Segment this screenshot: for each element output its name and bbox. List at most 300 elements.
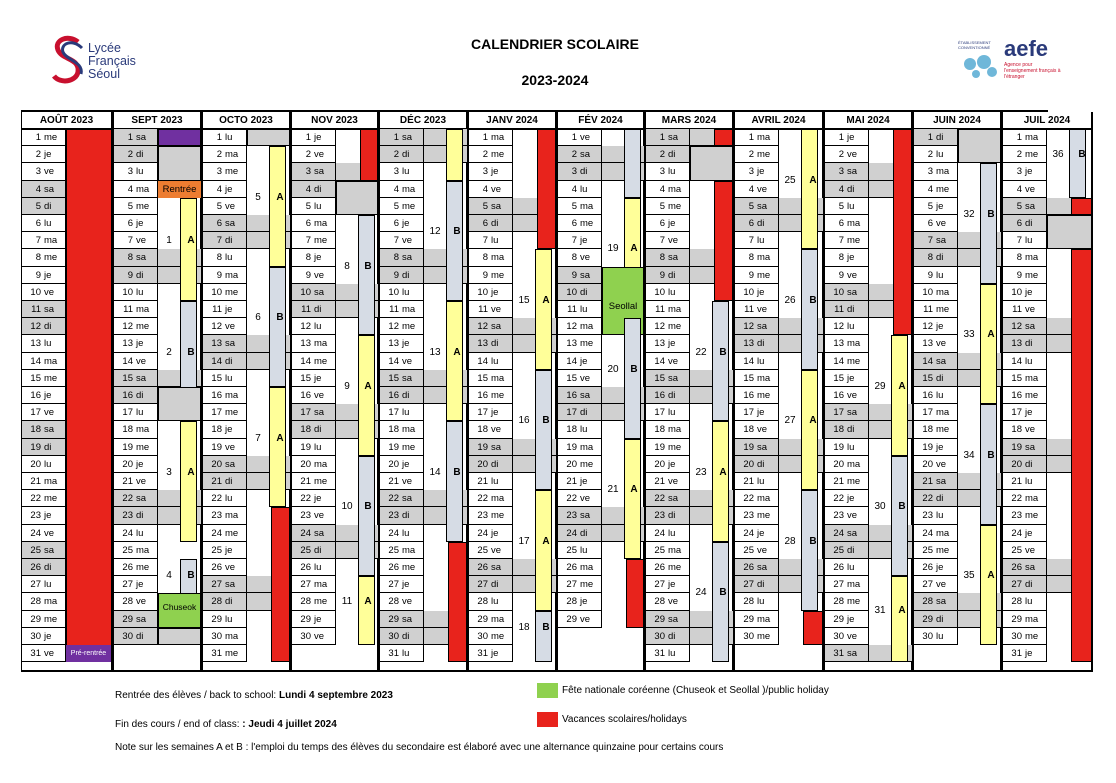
day-abbr: je: [757, 166, 765, 178]
day-row: [380, 525, 424, 542]
day-row: [558, 421, 602, 438]
day-number: 14: [654, 355, 665, 367]
day-abbr: je: [847, 132, 855, 143]
day-number: 3: [748, 166, 754, 178]
day-number: 21: [300, 476, 311, 487]
day-abbr: je: [757, 407, 765, 419]
day-number: 18: [300, 424, 311, 436]
day-abbr: di: [757, 338, 765, 350]
day-number: 11: [567, 304, 577, 315]
day-abbr: ve: [936, 218, 947, 229]
day-number: 28: [211, 596, 222, 608]
day-row: [380, 284, 424, 301]
day-abbr: ve: [225, 200, 236, 212]
day-number: 6: [659, 218, 665, 229]
day-abbr: sa: [491, 200, 502, 212]
day-number: 18: [743, 424, 754, 436]
day-abbr: ve: [580, 372, 591, 384]
day-number: 25: [922, 544, 933, 556]
day-number: 17: [654, 407, 665, 419]
week-number: 22: [695, 346, 707, 358]
day-row: [825, 542, 869, 559]
day-abbr: di: [668, 269, 676, 281]
day-abbr: di: [44, 200, 52, 212]
day-abbr: sa: [757, 200, 768, 212]
day-number: 9: [127, 269, 133, 281]
day-row: [914, 129, 958, 146]
day-number: 10: [833, 286, 844, 298]
day-row: [114, 507, 158, 524]
day-row: [646, 163, 690, 180]
day-abbr: ma: [847, 579, 861, 591]
day-row: [558, 353, 602, 370]
day-abbr: lu: [225, 372, 233, 384]
day-row: [1003, 249, 1047, 266]
day-row: [735, 129, 779, 146]
day-abbr: sa: [668, 493, 679, 505]
day-number: 11: [655, 304, 665, 315]
day-row: [292, 490, 336, 507]
day-abbr: sa: [847, 166, 858, 178]
day-row: [914, 559, 958, 576]
day-abbr: me: [44, 372, 58, 384]
day-number: 19: [300, 441, 311, 453]
day-abbr: ma: [936, 407, 950, 419]
day-number: 24: [122, 527, 133, 539]
day-number: 2: [659, 149, 665, 161]
day-number: 21: [654, 476, 665, 487]
day-number: 24: [1011, 527, 1022, 539]
day-number: 5: [127, 200, 133, 212]
day-abbr: lu: [668, 527, 676, 539]
day-abbr: me: [314, 596, 328, 608]
day-row: [203, 284, 247, 301]
day-number: 1: [127, 132, 133, 143]
day-row: [735, 507, 779, 524]
month-header: AVRIL 2024: [735, 112, 822, 130]
day-number: 29: [566, 613, 577, 625]
day-number: 10: [743, 286, 754, 298]
day-number: 26: [477, 562, 488, 573]
day-abbr: je: [757, 527, 765, 539]
day-row: [825, 404, 869, 421]
day-row: [735, 404, 779, 421]
day-row: [380, 645, 424, 662]
day-number: 1: [927, 132, 933, 143]
day-row: [735, 318, 779, 335]
day-abbr: di: [491, 338, 499, 350]
day-number: 10: [388, 286, 399, 298]
day-number: 5: [393, 200, 399, 212]
day-abbr: me: [936, 424, 950, 436]
day-number: 17: [1011, 407, 1022, 419]
day-number: 10: [654, 286, 665, 298]
day-number: 2: [1016, 149, 1022, 161]
day-abbr: ve: [314, 390, 325, 401]
day-row: [203, 593, 247, 610]
week-ab: A: [187, 234, 195, 246]
day-abbr: sa: [314, 527, 325, 539]
day-abbr: ve: [847, 390, 858, 401]
day-number: 7: [571, 235, 577, 247]
day-abbr: je: [668, 579, 676, 591]
day-row: [825, 215, 869, 232]
day-abbr: lu: [225, 493, 233, 505]
lycee-s-logo-icon: [50, 34, 86, 86]
day-abbr: di: [402, 390, 410, 401]
day-row: [292, 542, 336, 559]
month-header: AOÛT 2023: [22, 112, 111, 130]
day-abbr: di: [936, 372, 944, 384]
day-abbr: me: [314, 355, 328, 367]
day-row: [646, 404, 690, 421]
day-number: 16: [211, 390, 222, 401]
day-number: 28: [1011, 596, 1022, 608]
day-number: 18: [477, 424, 488, 436]
day-number: 16: [477, 390, 488, 401]
day-row: [646, 370, 690, 387]
day-abbr: di: [314, 304, 322, 315]
day-number: 26: [833, 562, 844, 573]
day-number: 23: [566, 510, 577, 522]
day-number: 18: [388, 424, 399, 436]
day-row: [914, 370, 958, 387]
period-block-blue: [446, 421, 463, 541]
day-number: 24: [211, 527, 222, 539]
day-abbr: di: [491, 579, 499, 591]
day-abbr: sa: [668, 613, 679, 625]
day-number: 14: [922, 355, 933, 367]
day-row: [735, 593, 779, 610]
day-row: [380, 439, 424, 456]
day-number: 4: [393, 183, 399, 195]
day-abbr: ve: [44, 166, 55, 178]
week-number: 2: [166, 346, 172, 358]
day-number: 7: [927, 235, 933, 247]
day-abbr: lu: [757, 355, 765, 367]
day-number: 21: [388, 476, 399, 487]
day-abbr: ve: [936, 579, 947, 591]
day-number: 12: [833, 321, 844, 333]
day-abbr: ve: [580, 613, 591, 625]
day-abbr: ma: [225, 269, 239, 281]
period-block-blue: [624, 129, 641, 198]
day-number: 9: [393, 269, 399, 281]
day-row: [825, 525, 869, 542]
day-row: [646, 335, 690, 352]
day-number: 16: [654, 390, 665, 401]
day-number: 8: [838, 252, 844, 264]
day-abbr: sa: [491, 441, 502, 453]
day-number: 16: [122, 390, 133, 401]
day-number: 23: [922, 510, 933, 522]
day-row: [825, 439, 869, 456]
day-row: [558, 249, 602, 266]
day-row: [469, 473, 513, 490]
day-number: 26: [743, 562, 754, 573]
day-abbr: je: [668, 458, 676, 470]
day-number: 20: [566, 458, 577, 470]
day-row: [914, 628, 958, 645]
day-row: [914, 215, 958, 232]
week-number: 4: [166, 570, 172, 582]
day-row: [914, 301, 958, 318]
day-abbr: sa: [44, 544, 55, 556]
day-number: 14: [122, 355, 133, 367]
day-row: [558, 542, 602, 559]
day-number: 5: [1016, 200, 1022, 212]
day-abbr: ma: [847, 218, 861, 229]
day-number: 12: [30, 321, 41, 333]
day-abbr: ve: [402, 235, 413, 247]
day-row: [203, 456, 247, 473]
week-ab: A: [987, 570, 995, 582]
day-abbr: lu: [491, 355, 499, 367]
day-abbr: ve: [44, 407, 55, 419]
day-abbr: lu: [668, 286, 676, 298]
day-abbr: lu: [402, 286, 410, 298]
day-abbr: ve: [936, 338, 947, 350]
day-row: [558, 335, 602, 352]
day-row: [380, 181, 424, 198]
day-abbr: me: [668, 441, 682, 453]
day-abbr: di: [847, 183, 855, 195]
day-number: 29: [654, 613, 665, 625]
day-abbr: lu: [225, 132, 233, 143]
day-number: 27: [30, 579, 41, 591]
day-row: [380, 318, 424, 335]
day-abbr: ma: [44, 476, 58, 487]
day-number: 16: [922, 390, 933, 401]
day-row: [646, 146, 690, 163]
day-number: 1: [216, 132, 222, 143]
period-block-purple: [158, 129, 201, 146]
day-number: 2: [393, 149, 399, 161]
month-column: [913, 112, 1002, 672]
day-number: 29: [122, 613, 133, 625]
day-row: [380, 198, 424, 215]
day-number: 26: [922, 562, 933, 573]
day-abbr: ma: [1025, 372, 1039, 384]
day-abbr: ma: [314, 218, 328, 229]
day-row: [114, 284, 158, 301]
day-number: 20: [833, 458, 844, 470]
day-row: [292, 421, 336, 438]
event-seollal: Seollal: [608, 301, 638, 312]
day-abbr: me: [936, 183, 950, 195]
day-abbr: lu: [44, 579, 52, 591]
day-abbr: je: [847, 493, 855, 505]
day-abbr: ma: [314, 338, 328, 350]
day-abbr: di: [225, 235, 233, 247]
day-row: [735, 370, 779, 387]
day-abbr: lu: [936, 510, 944, 522]
week-number: 30: [874, 501, 886, 513]
day-row: [22, 645, 66, 662]
day-abbr: je: [44, 390, 52, 401]
day-row: [469, 421, 513, 438]
day-row: [114, 576, 158, 593]
day-row: [203, 301, 247, 318]
day-abbr: sa: [314, 407, 325, 419]
day-abbr: lu: [136, 166, 144, 178]
day-row: [825, 249, 869, 266]
day-number: 4: [1016, 183, 1022, 195]
day-row: [825, 507, 869, 524]
day-abbr: di: [580, 166, 588, 178]
day-abbr: ma: [136, 544, 150, 556]
day-number: 4: [127, 183, 133, 195]
day-number: 9: [216, 269, 222, 281]
day-number: 3: [216, 166, 222, 178]
day-number: 19: [654, 441, 665, 453]
day-number: 6: [1016, 218, 1022, 229]
day-row: [22, 284, 66, 301]
day-number: 3: [482, 166, 488, 178]
day-abbr: sa: [225, 458, 236, 470]
day-number: 21: [743, 476, 754, 487]
day-number: 15: [1011, 372, 1022, 384]
day-row: [646, 525, 690, 542]
day-row: [1003, 456, 1047, 473]
day-row: [914, 421, 958, 438]
day-abbr: me: [936, 544, 950, 556]
week-number: 14: [429, 467, 441, 478]
day-number: 21: [477, 476, 488, 487]
day-row: [646, 267, 690, 284]
day-abbr: lu: [580, 424, 588, 436]
day-abbr: je: [402, 338, 410, 350]
day-number: 28: [833, 596, 844, 608]
day-row: [1003, 301, 1047, 318]
day-abbr: ma: [668, 183, 682, 195]
day-row: [646, 232, 690, 249]
day-number: 26: [654, 562, 665, 573]
day-row: [735, 387, 779, 404]
day-abbr: sa: [1025, 441, 1036, 453]
day-abbr: sa: [44, 183, 55, 195]
day-row: [22, 559, 66, 576]
day-row: [825, 456, 869, 473]
day-number: 9: [659, 269, 665, 281]
day-number: 21: [122, 476, 133, 487]
week-number: 23: [695, 467, 707, 478]
day-number: 2: [482, 149, 488, 161]
day-row: [1003, 473, 1047, 490]
day-abbr: je: [314, 252, 322, 264]
week-number: 35: [963, 570, 975, 582]
day-row: [646, 301, 690, 318]
day-row: [292, 370, 336, 387]
day-abbr: di: [44, 562, 52, 573]
day-row: [292, 284, 336, 301]
day-number: 14: [30, 355, 41, 367]
day-abbr: di: [136, 630, 144, 642]
day-number: 14: [566, 355, 577, 367]
day-abbr: ve: [1025, 304, 1036, 315]
day-abbr: me: [491, 630, 505, 642]
day-row: [735, 490, 779, 507]
day-row: [914, 611, 958, 628]
day-number: 14: [388, 355, 399, 367]
day-row: [469, 456, 513, 473]
day-number: 4: [748, 183, 754, 195]
day-row: [292, 473, 336, 490]
week-number: 34: [963, 449, 975, 461]
day-abbr: je: [491, 527, 499, 539]
day-abbr: di: [936, 613, 944, 625]
day-row: [825, 490, 869, 507]
day-abbr: di: [668, 510, 676, 522]
day-row: [380, 593, 424, 610]
day-row: [22, 370, 66, 387]
day-row: [469, 249, 513, 266]
day-abbr: di: [136, 269, 144, 281]
day-row: [380, 628, 424, 645]
lycee-line3: Séoul: [88, 67, 120, 81]
day-row: [22, 301, 66, 318]
day-abbr: sa: [668, 252, 679, 264]
day-number: 23: [30, 510, 41, 522]
day-abbr: ma: [847, 458, 861, 470]
day-row: [469, 559, 513, 576]
day-number: 12: [654, 321, 665, 333]
day-row: [114, 301, 158, 318]
day-abbr: di: [402, 630, 410, 642]
day-number: 22: [654, 493, 665, 505]
day-row: [22, 198, 66, 215]
day-number: 21: [566, 476, 577, 487]
day-abbr: ve: [44, 286, 55, 298]
week-ab: A: [898, 381, 906, 392]
period-block-yellow: [535, 249, 552, 369]
day-row: [380, 404, 424, 421]
day-row: [469, 542, 513, 559]
day-abbr: sa: [136, 252, 147, 264]
day-row: [735, 439, 779, 456]
day-abbr: di: [136, 510, 144, 522]
day-number: 13: [211, 338, 222, 350]
day-abbr: je: [136, 458, 144, 470]
week-ab: A: [364, 596, 372, 607]
day-row: [646, 559, 690, 576]
day-row: [114, 593, 158, 610]
day-abbr: ve: [314, 630, 325, 642]
week-number: 3: [166, 467, 172, 478]
period-block-yellow: [446, 301, 463, 421]
period-block-yellow: [446, 129, 463, 181]
day-number: 17: [300, 407, 311, 419]
aefe-brand: aefe: [1004, 36, 1049, 61]
week-ab: A: [542, 295, 550, 306]
lycee-line2: Français: [88, 54, 136, 68]
day-row: [469, 301, 513, 318]
day-abbr: sa: [757, 321, 768, 333]
day-abbr: me: [402, 321, 416, 333]
day-row: [114, 421, 158, 438]
day-row: [646, 490, 690, 507]
day-number: 29: [211, 613, 222, 625]
period-block-yellow: [358, 335, 375, 455]
day-number: 13: [654, 338, 665, 350]
day-abbr: je: [136, 579, 144, 591]
day-number: 1: [659, 132, 665, 143]
day-number: 12: [922, 321, 933, 333]
day-row: [114, 370, 158, 387]
day-number: 10: [211, 286, 222, 298]
day-row: [558, 181, 602, 198]
day-row: [114, 181, 158, 198]
